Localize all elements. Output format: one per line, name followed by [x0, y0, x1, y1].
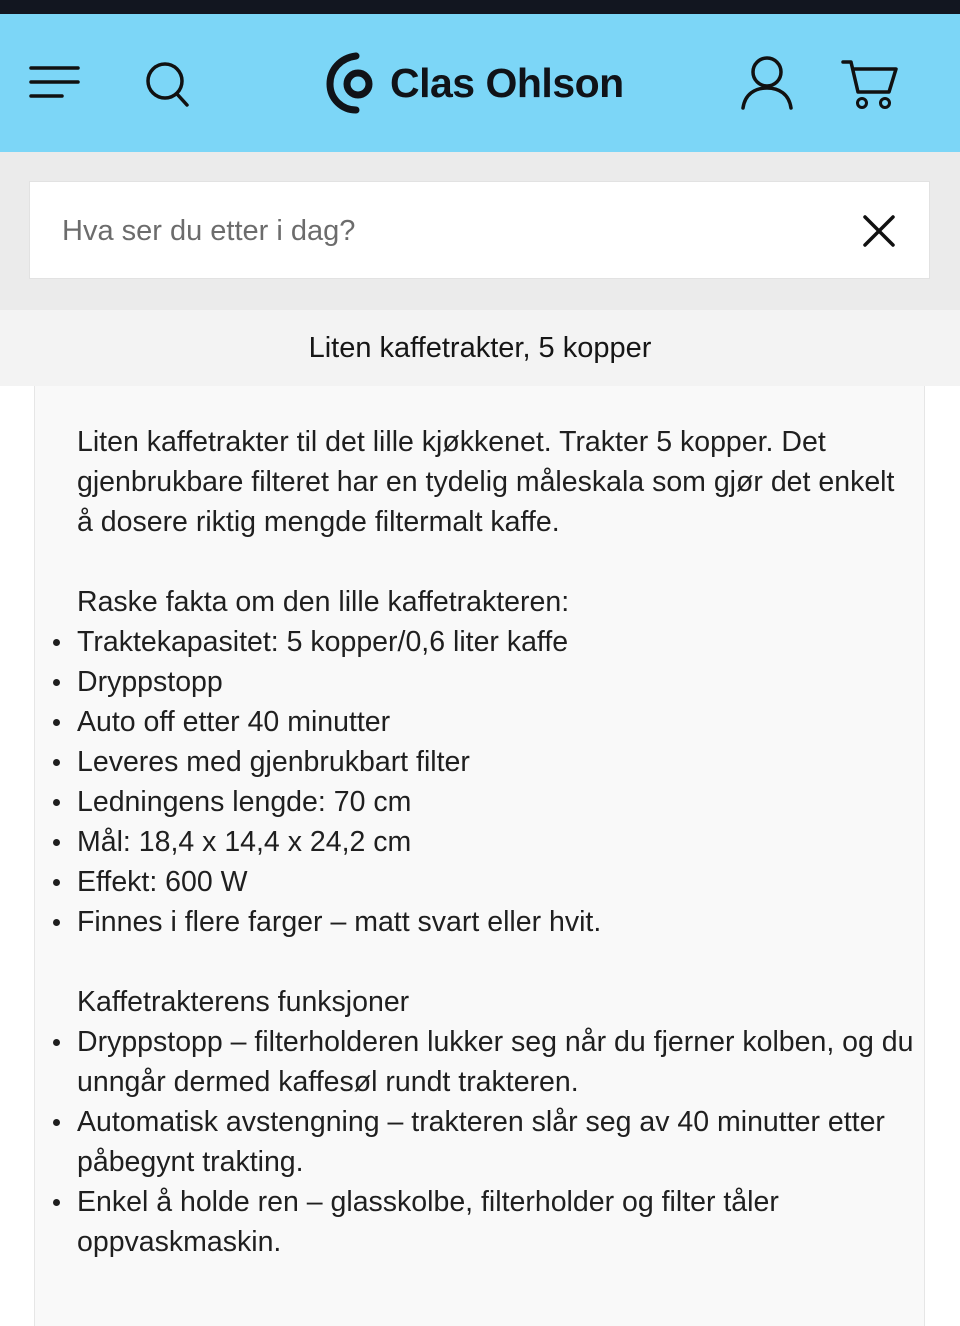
facts-heading: Raske fakta om den lille kaffetrakteren:	[77, 586, 570, 618]
list-item	[77, 662, 917, 702]
bullet	[53, 879, 60, 886]
cart-button[interactable]	[840, 56, 902, 112]
list-item	[77, 1022, 917, 1102]
bullet	[53, 919, 60, 926]
clear-search-button[interactable]	[856, 208, 902, 254]
product-title: Liten kaffetrakter, 5 kopper	[308, 331, 652, 364]
bullet	[53, 759, 60, 766]
list-item-text: Finnes i flere farger – matt svart eller hvit.	[77, 906, 602, 938]
bullet	[53, 719, 60, 726]
brand-logo-mark	[326, 50, 378, 116]
bullet	[53, 1119, 60, 1126]
description-text	[77, 422, 917, 1262]
account-button[interactable]	[736, 52, 798, 114]
list-item	[77, 862, 917, 902]
bullet	[53, 1039, 60, 1046]
bullet	[53, 639, 60, 646]
user-icon	[736, 52, 798, 114]
list-item-text: Effekt: 600 W	[77, 866, 248, 898]
list-item-text: Leveres med gjenbrukbart filter	[77, 746, 470, 778]
search-icon	[140, 58, 196, 110]
cart-icon	[840, 56, 902, 112]
close-icon	[856, 208, 902, 254]
bullet	[53, 679, 60, 686]
status-bar	[0, 0, 960, 14]
list-item	[77, 702, 917, 742]
list-item	[77, 1102, 917, 1182]
list-item	[77, 742, 917, 782]
bullet	[53, 839, 60, 846]
brand-logo[interactable]	[326, 48, 646, 118]
brand-name: Clas Ohlson	[390, 59, 624, 106]
product-title-bar	[0, 310, 960, 386]
paragraph-gap	[77, 542, 917, 582]
list-item-text: Automatisk avstengning – trakteren slår seg av 40 minutter etter påbegynt trakting.	[77, 1106, 885, 1178]
list-item	[77, 902, 917, 942]
search-area	[0, 152, 960, 310]
list-item	[77, 822, 917, 862]
list-item-text: Auto off etter 40 minutter	[77, 706, 391, 738]
hamburger-menu-icon	[28, 60, 84, 106]
list-item-text: Mål: 18,4 x 14,4 x 24,2 cm	[77, 826, 412, 858]
list-item-text: Dryppstopp	[77, 666, 223, 698]
search-input[interactable]	[62, 206, 822, 256]
functions-list	[77, 1022, 917, 1262]
description-intro: Liten kaffetrakter til det lille kjøkkenet. Trakter 5 kopper. Det gjenbrukbare filteret har en tydelig måleskala som gjør det enkelt å dosere riktig mengde filtermalt kaffe.	[77, 426, 895, 538]
list-item	[77, 1182, 917, 1262]
functions-heading: Kaffetrakterens funksjoner	[77, 986, 410, 1018]
menu-button[interactable]	[28, 60, 84, 106]
list-item	[77, 782, 917, 822]
bullet	[53, 799, 60, 806]
bullet	[53, 1199, 60, 1206]
list-item-text: Traktekapasitet: 5 kopper/0,6 liter kaffe	[77, 626, 569, 658]
facts-list	[77, 622, 917, 942]
list-item-text: Enkel å holde ren – glasskolbe, filterholder og filter tåler oppvaskmaskin.	[77, 1186, 779, 1258]
site-header	[0, 14, 960, 152]
search-box	[29, 181, 930, 279]
list-item	[77, 622, 917, 662]
product-description	[34, 386, 925, 1326]
search-button[interactable]	[140, 58, 196, 110]
list-item-text: Dryppstopp – filterholderen lukker seg når du fjerner kolben, og du unngår dermed kaffesøl rundt trakteren.	[77, 1026, 914, 1098]
paragraph-gap	[77, 942, 917, 982]
list-item-text: Ledningens lengde: 70 cm	[77, 786, 412, 818]
